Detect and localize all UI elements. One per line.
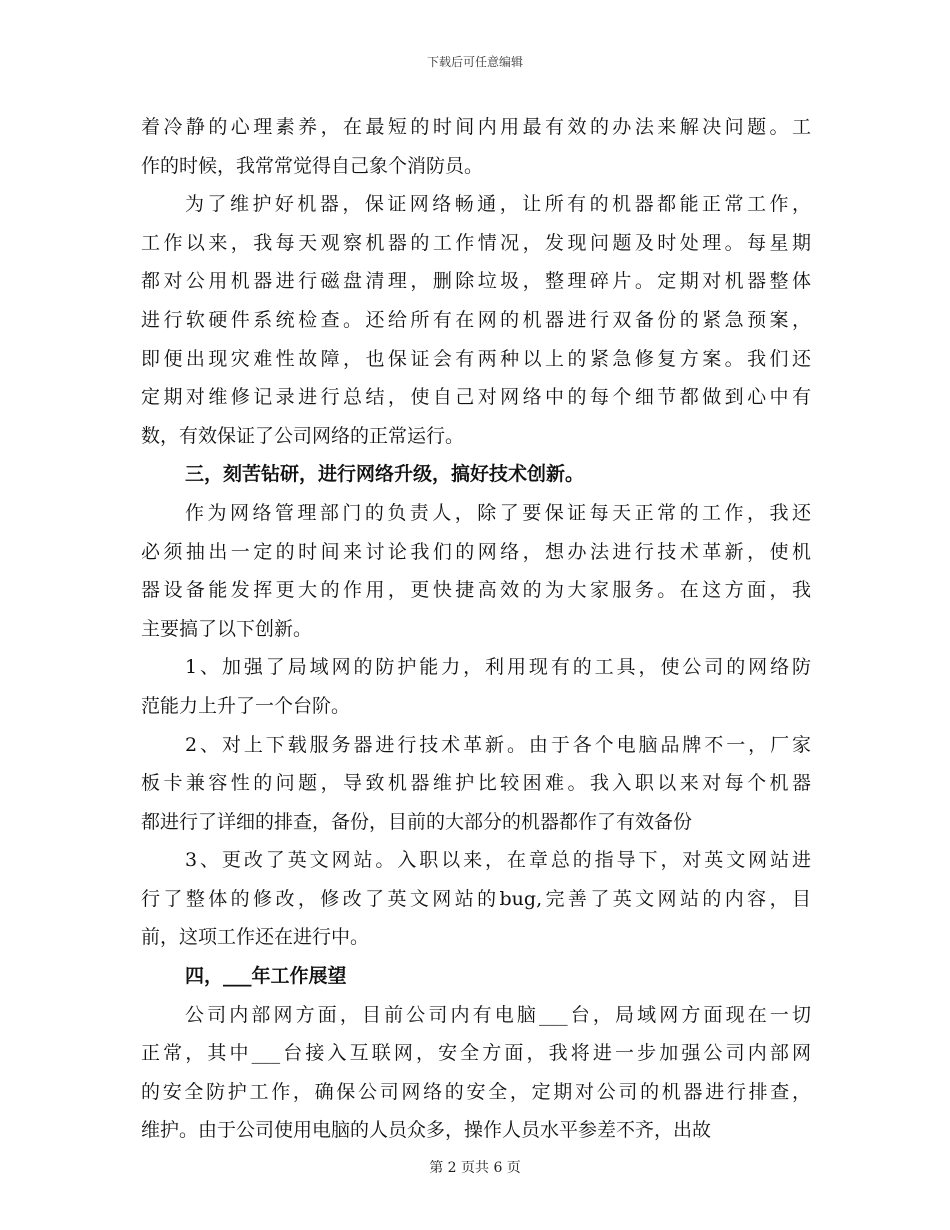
paragraph-line: 都对公用机器进行磁盘清理，删除垃圾，整理碎片。定期对机器整体 (141, 270, 811, 293)
paragraph-line: 定期对维修记录进行总结，使自己对网络中的每个细节都做到心中有 (141, 386, 811, 409)
paragraph-line: 前，这项工作还在进行中。 (141, 926, 370, 949)
paragraph-line: 正常，其中___台接入互联网，安全方面，我将进一步加强公司内部网 (141, 1042, 811, 1065)
paragraph-line: 范能力上升了一个台阶。 (141, 694, 351, 717)
page-footer: 第 2 页共 6 页 (429, 1160, 521, 1176)
paragraph-line: 2、对上下载服务器进行技术革新。由于各个电脑品牌不一，厂家 (185, 733, 811, 756)
paragraph-line: 着冷静的心理素养，在最短的时间内用最有效的办法来解决问题。工 (141, 116, 811, 138)
paragraph-line: 板卡兼容性的问题，导致机器维护比较困难。我入职以来对每个机器 (141, 772, 811, 795)
paragraph-line: 1、加强了局域网的防护能力，利用现有的工具，使公司的网络防 (185, 656, 811, 679)
paragraph-line: 都进行了详细的排查，备份，目前的大部分的机器都作了有效备份 (141, 810, 693, 833)
paragraph-line: 为了维护好机器，保证网络畅通，让所有的机器都能正常工作， (185, 193, 811, 216)
paragraph-line: 主要搞了以下创新。 (141, 617, 313, 640)
paragraph-line: 作的时候，我常常觉得自己象个消防员。 (141, 154, 484, 177)
section-heading: 四，___年工作展望 (185, 965, 347, 988)
paragraph-line: 必须抽出一定的时间来讨论我们的网络，想办法进行技术革新，使机 (141, 540, 811, 563)
paragraph-line: 的安全防护工作，确保公司网络的安全，定期对公司的机器进行排查， (141, 1080, 811, 1103)
paragraph-line: 公司内部网方面，目前公司内有电脑___台，局域网方面现在一切 (185, 1003, 811, 1026)
paragraph-line: 进行软硬件系统检查。还给所有在网的机器进行双备份的紧急预案， (141, 308, 811, 331)
section-heading: 三，刻苦钻研，进行网络升级，搞好技术创新。 (185, 463, 585, 486)
page-header: 下载后可任意编辑 (426, 55, 523, 69)
document-body (141, 108, 811, 1150)
paragraph-line: 维护。由于公司使用电脑的人员众多，操作人员水平参差不齐，出故 (141, 1119, 712, 1142)
paragraph-line: 行了整体的修改，修改了英文网站的bug,完善了英文网站的内容，目 (141, 887, 811, 910)
paragraph-line: 作为网络管理部门的负责人，除了要保证每天正常的工作，我还 (185, 501, 811, 524)
paragraph-line: 工作以来，我每天观察机器的工作情况，发现问题及时处理。每星期 (141, 231, 811, 254)
paragraph-line: 即便出现灾难性故障，也保证会有两种以上的紧急修复方案。我们还 (141, 347, 811, 370)
paragraph-line: 数，有效保证了公司网络的正常运行。 (141, 424, 465, 447)
paragraph-line: 器设备能发挥更大的作用，更快捷高效的为大家服务。在这方面，我 (141, 579, 811, 602)
paragraph-line: 3、更改了英文网站。入职以来，在章总的指导下，对英文网站进 (185, 849, 811, 872)
